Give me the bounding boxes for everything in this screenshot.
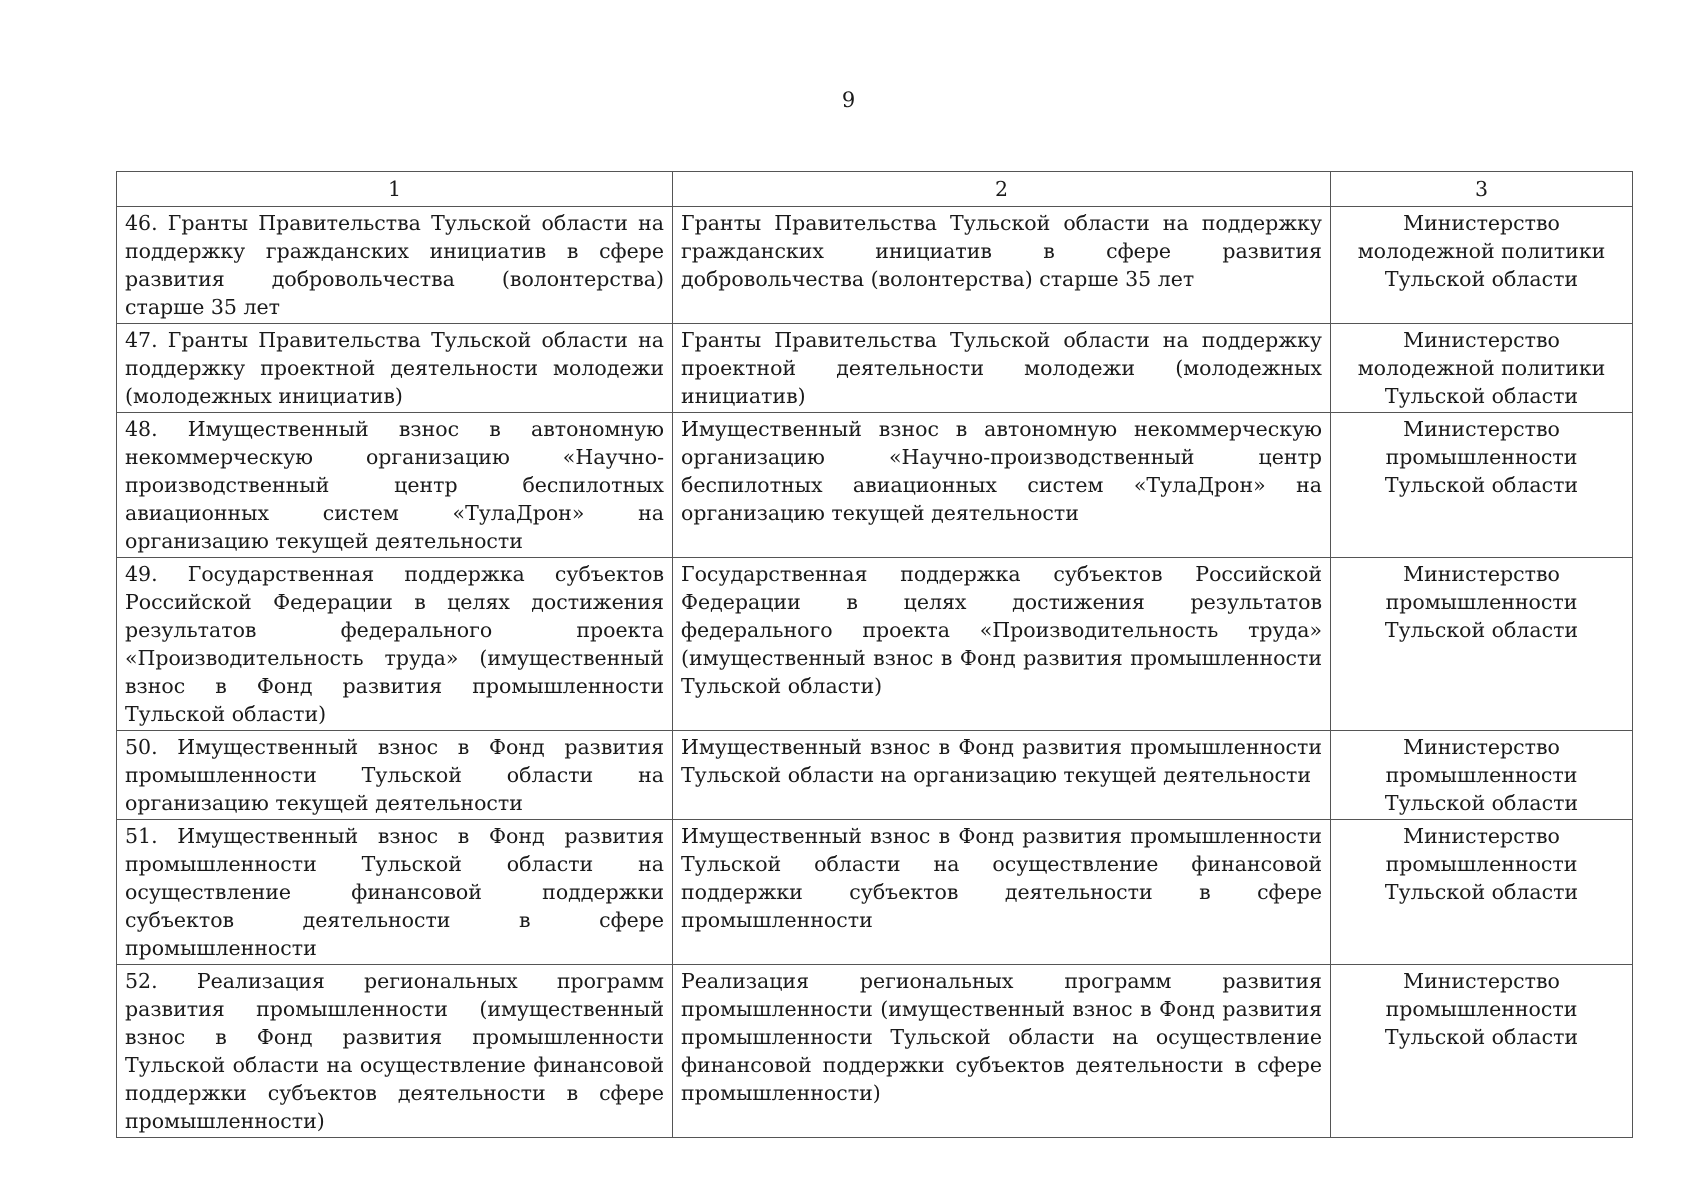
row-item-description: Имущественный взнос в Фонд развития промышленности Тульской области на организацию текущей деятельности: [673, 731, 1331, 820]
row-item-ministry: Министерство промышленности Тульской области: [1331, 820, 1633, 965]
row-item-name: 49. Государственная поддержка субъектов Российской Федерации в целях достижения результатов федерального проекта «Производительность труда» (имущественный взнос в Фонд развития промышленности Тульской области): [117, 558, 673, 731]
column-header-1: 1: [117, 172, 673, 207]
row-item-description: Государственная поддержка субъектов Российской Федерации в целях достижения результатов федерального проекта «Производительность труда» (имущественный взнос в Фонд развития промышленности Тульской области): [673, 558, 1331, 731]
table-row: [117, 413, 1633, 558]
row-item-ministry: Министерство промышленности Тульской области: [1331, 965, 1633, 1138]
row-item-name: 48. Имущественный взнос в автономную некоммерческую организацию «Научно-производственный центр беспилотных авиационных систем «ТулаДрон» на организацию текущей деятельности: [117, 413, 673, 558]
row-item-ministry: Министерство промышленности Тульской области: [1331, 413, 1633, 558]
table-row: [117, 731, 1633, 820]
row-item-description: Гранты Правительства Тульской области на поддержку проектной деятельности молодежи (молодежных инициатив): [673, 324, 1331, 413]
document-table: [116, 171, 1633, 1138]
table-row: [117, 558, 1633, 731]
table-row: [117, 207, 1633, 324]
row-item-description: Имущественный взнос в Фонд развития промышленности Тульской области на осуществление финансовой поддержки субъектов деятельности в сфере промышленности: [673, 820, 1331, 965]
row-item-description: Гранты Правительства Тульской области на поддержку гражданских инициатив в сфере развития добровольчества (волонтерства) старше 35 лет: [673, 207, 1331, 324]
column-header-3: 3: [1331, 172, 1633, 207]
row-item-ministry: Министерство молодежной политики Тульской области: [1331, 207, 1633, 324]
table-row: [117, 965, 1633, 1138]
row-item-ministry: Министерство промышленности Тульской области: [1331, 731, 1633, 820]
row-item-description: Имущественный взнос в автономную некоммерческую организацию «Научно-производственный центр беспилотных авиационных систем «ТулаДрон» на организацию текущей деятельности: [673, 413, 1331, 558]
row-item-name: 47. Гранты Правительства Тульской области на поддержку проектной деятельности молодежи (молодежных инициатив): [117, 324, 673, 413]
table-header-row: [117, 172, 1633, 207]
row-item-ministry: Министерство промышленности Тульской области: [1331, 558, 1633, 731]
page-number: 9: [841, 88, 856, 112]
row-item-name: 50. Имущественный взнос в Фонд развития промышленности Тульской области на организацию текущей деятельности: [117, 731, 673, 820]
table-row: [117, 820, 1633, 965]
table-row: [117, 324, 1633, 413]
row-item-ministry: Министерство молодежной политики Тульской области: [1331, 324, 1633, 413]
row-item-name: 52. Реализация региональных программ развития промышленности (имущественный взнос в Фонд развития промышленности Тульской области на осуществление финансовой поддержки субъектов деятельности в сфере промышленности): [117, 965, 673, 1138]
row-item-name: 51. Имущественный взнос в Фонд развития промышленности Тульской области на осуществление финансовой поддержки субъектов деятельности в сфере промышленности: [117, 820, 673, 965]
row-item-description: Реализация региональных программ развития промышленности (имущественный взнос в Фонд развития промышленности Тульской области на осуществление финансовой поддержки субъектов деятельности в сфере промышленности): [673, 965, 1331, 1138]
column-header-2: 2: [673, 172, 1331, 207]
row-item-name: 46. Гранты Правительства Тульской области на поддержку гражданских инициатив в сфере развития добровольчества (волонтерства) старше 35 лет: [117, 207, 673, 324]
